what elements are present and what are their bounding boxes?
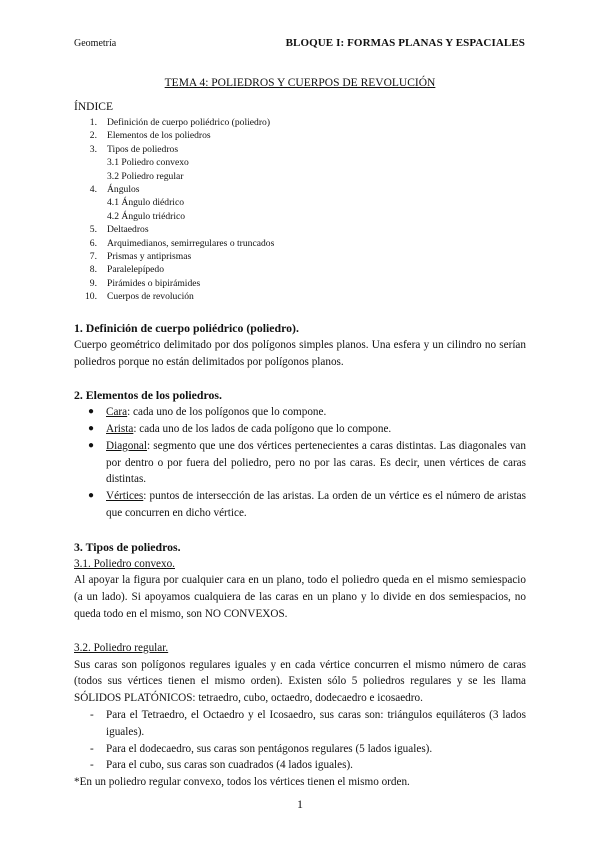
toc-item-label: Paralelepípedo [107, 264, 165, 276]
toc-item-label: Ángulos [107, 184, 140, 196]
toc-item-number: 10. [85, 291, 97, 303]
term: Arista [106, 422, 134, 435]
toc-item-number: 9. [89, 277, 97, 289]
toc-item [74, 129, 534, 142]
page-title: TEMA 4: POLIEDROS Y CUERPOS DE REVOLUCIÓN [164, 77, 436, 89]
toc-item [74, 250, 534, 263]
toc-item-label: Arquimedianos, semirregulares o truncados [107, 237, 275, 249]
toc-item-label: Prismas y antiprismas [107, 251, 192, 263]
toc-item-label: Tipos de poliedros [107, 143, 179, 155]
toc-item-label: 4.2 Ángulo triédrico [107, 210, 186, 222]
table-of-contents [74, 116, 534, 304]
bullet-icon: ● [88, 406, 95, 418]
toc-item [74, 116, 534, 129]
bullet-icon: ● [88, 439, 95, 451]
definition: : cada uno de los polígonos que lo compone. [127, 406, 327, 419]
toc-item-number: 5. [89, 224, 97, 236]
toc-item-label: 3.1 Poliedro convexo [107, 157, 189, 169]
definition: : puntos de intersección de las aristas. La orden de un vértice es el número de aristas que concurren en dicho vértice. [106, 490, 526, 519]
main-content [74, 320, 526, 791]
toc-item [74, 223, 534, 236]
subsection-3-1-heading: 3.1. Poliedro convexo. [74, 557, 175, 570]
toc-item-number: 8. [89, 264, 97, 276]
footnote: *En un poliedro regular convexo, todos los vértices tienen el mismo orden. [74, 776, 410, 789]
toc-item [74, 170, 534, 183]
section-1-heading: 1. Definición de cuerpo poliédrico (poliedro). [74, 321, 299, 335]
toc-item [74, 277, 534, 290]
list-item: - Para el Tetraedro, el Octaedro y el Icosaedro, sus caras son: triángulos equiláteros (3 lados iguales). [90, 708, 526, 738]
term: Diagonal [106, 439, 148, 452]
list-item [74, 488, 526, 522]
toc-item-number: 4. [89, 184, 97, 196]
toc-item-label: Elementos de los poliedros [107, 130, 211, 142]
toc-item-number: 6. [89, 237, 97, 249]
subsection-3-2-heading: 3.2. Poliedro regular. [74, 641, 169, 654]
toc-item [74, 183, 534, 196]
page-number: 1 [297, 797, 303, 811]
toc-item-label: Deltaedros [107, 224, 149, 236]
toc-item-number: 3. [89, 143, 97, 155]
list-item: - Para el cubo, sus caras son cuadrados (4 lados iguales). [74, 757, 526, 774]
list-item: - Para el dodecaedro, sus caras son pentágonos regulares (5 lados iguales). [74, 741, 526, 758]
section-2-heading: 2. Elementos de los poliedros. [74, 388, 222, 403]
elements-list [74, 404, 526, 522]
definition: : segmento que une dos vértices pertenecientes a caras distintas. Las diagonales van por dentro o por fuera del poliedro, pero no por las caras. Es decir, unen vértices de caras distintas. [106, 439, 526, 486]
term: Cara [106, 406, 128, 419]
toc-item [74, 263, 534, 276]
dash-icon: - [90, 708, 94, 721]
toc-item-label: Cuerpos de revolución [107, 291, 194, 303]
toc-item-label: Definición de cuerpo poliédrico (poliedro) [107, 117, 271, 128]
bullet-icon: ● [88, 422, 95, 434]
toc-item [74, 196, 534, 209]
toc-item [74, 143, 534, 156]
list-item [74, 404, 526, 421]
toc-item [74, 290, 534, 303]
subsection-3-1-text: Al apoyar la figura por cualquier cara en un plano, todo el poliedro queda en el mismo semiespacio (a un lado). Si apoyamos cualquiera de las caras en un plano y lo divide en dos semiespacios, no queda todo en el mismo, son NO CONVEXOS. [74, 574, 526, 620]
regular-polyhedra-list [74, 707, 526, 774]
bullet-icon: ● [88, 490, 95, 502]
toc-item-label: 3.2 Poliedro regular [107, 170, 184, 182]
toc-item-number: 1. [89, 117, 97, 128]
toc-item [74, 156, 534, 169]
header-block: BLOQUE I: FORMAS PLANAS Y ESPACIALES [285, 37, 525, 49]
toc-item-label: 4.1 Ángulo diédrico [107, 197, 185, 209]
index-heading: ÍNDICE [74, 101, 113, 113]
dash-icon: - [90, 742, 94, 755]
list-item [74, 421, 526, 438]
toc-item-number: 7. [89, 251, 97, 263]
section-1-text: Cuerpo geométrico delimitado por dos polígonos simples planos. Una esfera y un cilindro no serían poliedros porque no están delimitados por polígonos planos. [74, 338, 526, 368]
header-subject: Geometría [74, 38, 117, 49]
section-3-heading: 3. Tipos de poliedros. [74, 539, 181, 554]
toc-item-number: 2. [89, 130, 97, 142]
toc-item-label: Pirámides o bipirámides [107, 277, 201, 289]
toc-item [74, 210, 534, 223]
dash-icon: - [90, 759, 94, 772]
toc-item [74, 237, 534, 250]
definition: : cada uno de los lados de cada polígono que lo compone. [133, 422, 392, 435]
subsection-3-2-text: Sus caras son polígonos regulares iguales y en cada vértice concurren el mismo número de caras (todos sus vértices tienen el mismo orden). Existen sólo 5 poliedros regulares y se les llama SÓLIDOS PLATÓNICOS: tetraedro, cubo, octaedro, dodecaedro e icosaedro. [74, 658, 526, 705]
term: Vértices [106, 490, 144, 503]
list-item [74, 438, 526, 488]
